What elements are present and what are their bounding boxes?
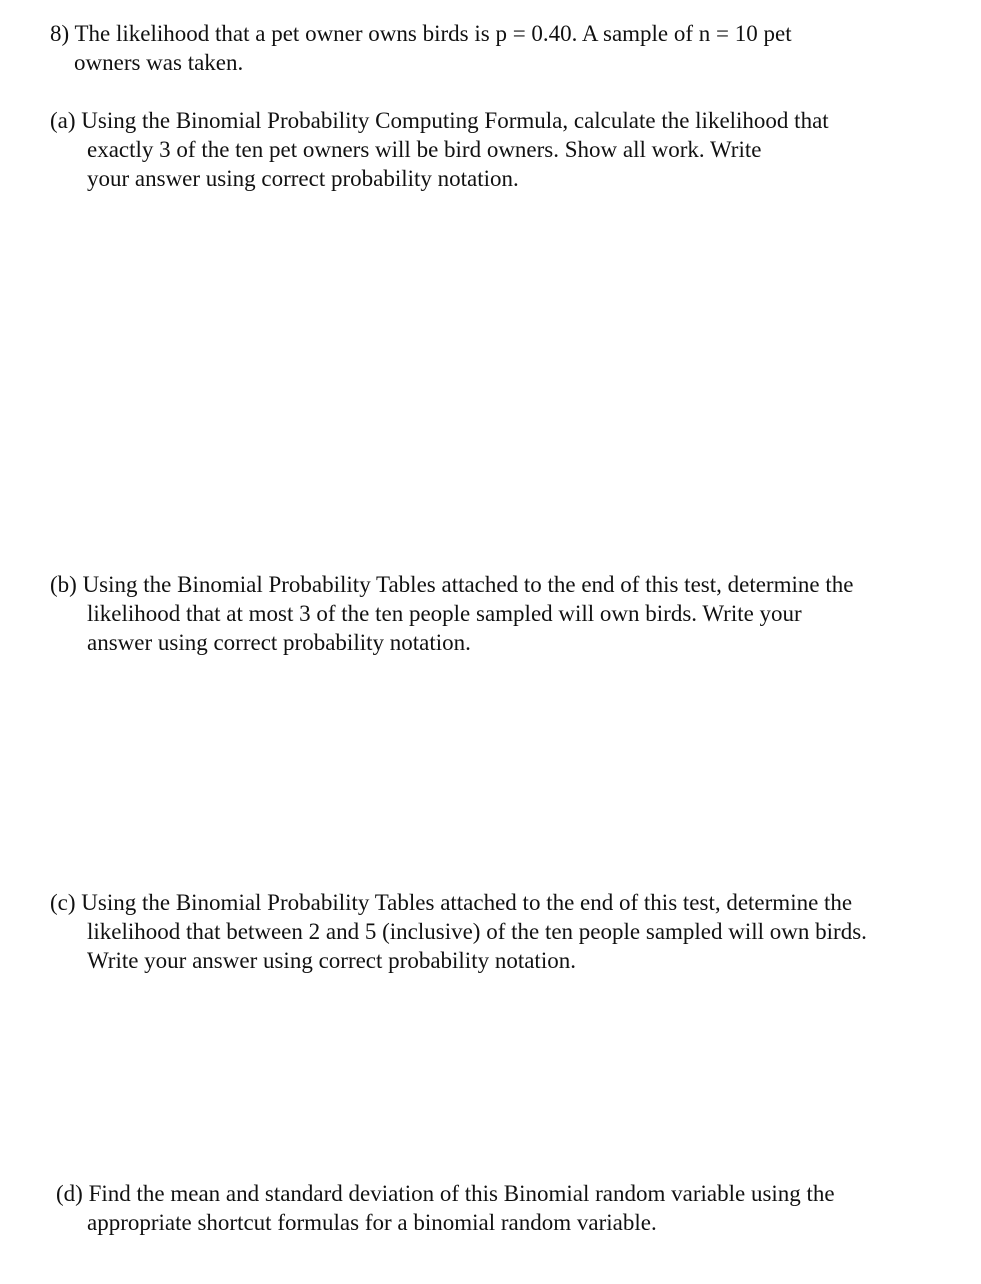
part-d-line-1: (d) Find the mean and standard deviation of this Binomial random variable using the [56,1181,835,1206]
part-b-line-3: answer using correct probability notation. [87,630,471,655]
part-b-line-2: likelihood that at most 3 of the ten people sampled will own birds. Write your [87,601,802,626]
question-intro-line-1: 8) The likelihood that a pet owner owns birds is p = 0.40. A sample of n = 10 pet [50,21,792,46]
part-c-line-3: Write your answer using correct probability notation. [87,948,576,973]
part-a-line-2: exactly 3 of the ten pet owners will be bird owners. Show all work. Write [87,137,762,162]
question-intro-line-2: owners was taken. [74,50,244,75]
part-c-line-1: (c) Using the Binomial Probability Tables attached to the end of this test, determine the [50,890,853,915]
part-d-line-2: appropriate shortcut formulas for a binomial random variable. [87,1210,657,1235]
part-a-line-3: your answer using correct probability notation. [87,166,519,191]
part-a-line-1: (a) Using the Binomial Probability Computing Formula, calculate the likelihood that [50,108,829,133]
part-b-line-1: (b) Using the Binomial Probability Tables attached to the end of this test, determine the [50,572,854,597]
part-c-line-2: likelihood that between 2 and 5 (inclusive) of the ten people sampled will own birds. [87,919,867,944]
